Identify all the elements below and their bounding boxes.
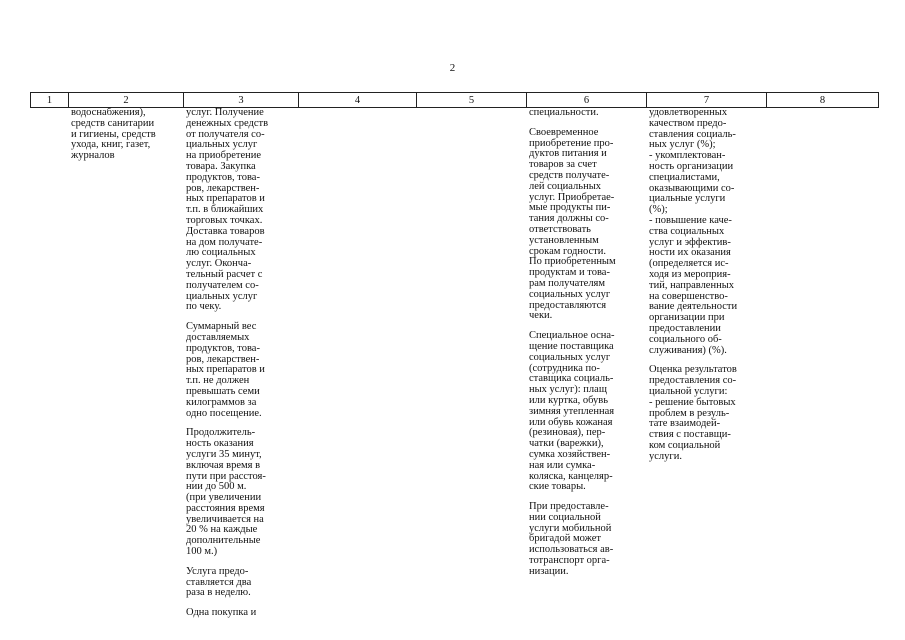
column-header-3: 3 — [184, 93, 299, 108]
cell-col-4 — [299, 108, 417, 629]
column-header-4: 4 — [299, 93, 417, 108]
column-header-2: 2 — [69, 93, 184, 108]
col7-paragraph: удовлетворенных качеством предо- ставления социаль- ных услуг (%); - укомплектован- ность организации специалистами, оказывающими со- циальные услуги (%); - повышение каче- ства социальных услуг и эффектив- ности их оказания (определяется ис- ходя из мероприя- тий, направленных на совершенство- вание деятельности организации при предоставлении социального об- служивания) (%). — [649, 107, 738, 356]
column-header-6: 6 — [527, 93, 647, 108]
col3-paragraph: Продолжитель- ность оказания услуги 35 минут, включая время в пути при расстоя- нии до 500 м. (при увеличении расстояния время увеличивается на 20 % на каждые дополнительные 100 м.) — [186, 427, 266, 558]
cell-col-1 — [31, 108, 69, 629]
col7-paragraph: Оценка результатов предоставления со- циальной услуги: - решение бытовых проблем в резуль- тате взаимодей- ствия с поставщи- ком социальной услуги. — [649, 364, 737, 462]
cell-col-3 — [184, 108, 299, 629]
cell-col-6 — [527, 108, 647, 629]
services-table — [30, 92, 879, 628]
col3-paragraph: Услуга предо- ставляется два раза в неделю. — [186, 565, 252, 599]
header-row — [31, 93, 879, 108]
col3-paragraph: услуг. Получение денежных средств от получателя со- циальных услуг на приобретение товара. Закупка продуктов, това- ров, лекарствен- ных препаратов и т.п. в ближайших торговых точках. Доставка товаров на дом получате- лю социальных услуг. Оконча- тельный расчет с получателем со- циальных услуг по чеку. — [186, 107, 269, 313]
column-header-5: 5 — [417, 93, 527, 108]
column-header-7: 7 — [647, 93, 767, 108]
column-header-8: 8 — [767, 93, 879, 108]
cell-col-8 — [767, 108, 879, 629]
column-header-1: 1 — [31, 93, 69, 108]
col6-paragraph: специальности. — [529, 107, 599, 118]
cell-col-5 — [417, 108, 527, 629]
page-number: 2 — [449, 62, 456, 74]
col6-paragraph: При предоставле- нии социальной услуги мобильной бригадой может использоваться ав- тотранспорт орга- низации. — [529, 501, 614, 577]
col3-paragraph: Суммарный вес доставляемых продуктов, това- ров, лекарствен- ных препаратов и т.п. не должен превышать семи килограммов за одно посещение. — [186, 321, 265, 419]
col6-paragraph: Специальное осна- щение поставщика социальных услуг (сотрудника по- ставщика социаль- ных услуг): плащ или куртка, обувь зимняя утепленная или обувь кожаная (резиновая), пер- чатки (варежки), сумка хозяйствен- ная или сумка- коляска, канцеляр- ские товары. — [529, 330, 615, 493]
cell-col-7 — [647, 108, 767, 629]
col6-paragraph: Своевременное приобретение про- дуктов питания и товаров за счет средств получате- лей социальных услуг. Приобретае- мые продукты пи- тания должны со- ответствовать установленным срокам годности. По приобретенным продуктам и това- рам получателям социальных услуг предоставляются чеки. — [529, 126, 616, 322]
table-row — [31, 108, 879, 629]
col3-paragraph: Одна покупка и — [186, 607, 257, 619]
col2-paragraph: водоснабжения), средств санитарии и гигиены, средств ухода, книг, газет, журналов — [71, 107, 156, 162]
cell-col-2 — [69, 108, 184, 629]
